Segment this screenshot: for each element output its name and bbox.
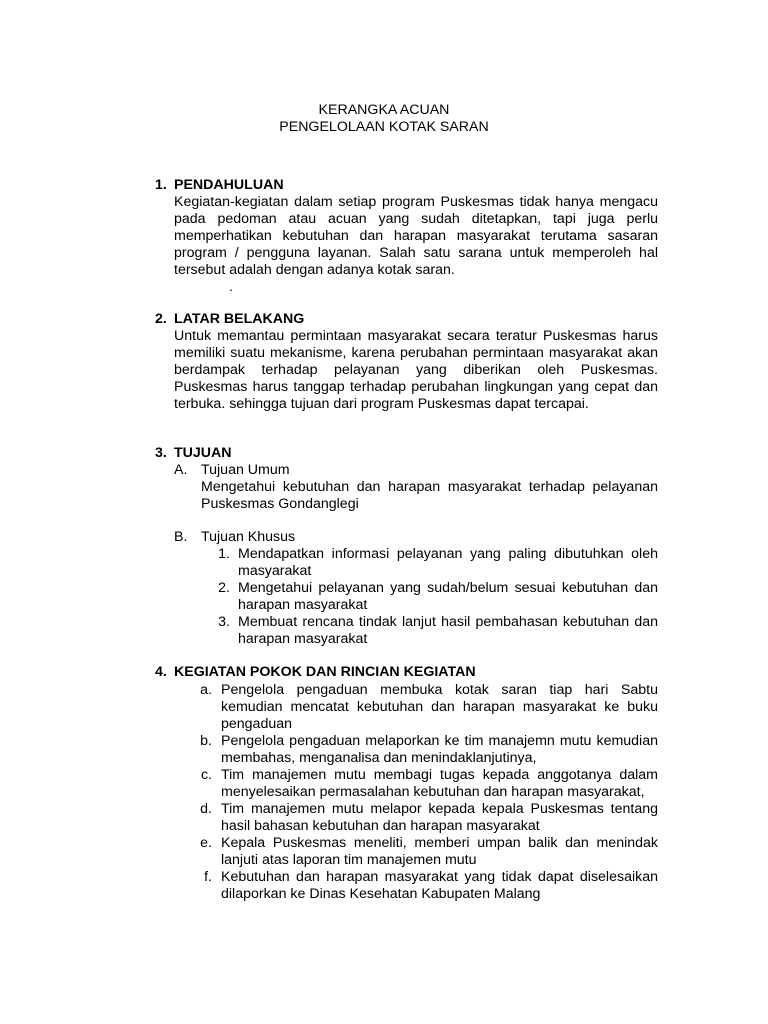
list-item-text: Pengelola pengaduan melaporkan ke tim manajemn mutu kemudian membahas, menganalisa dan menindaklanjutinya, [221, 733, 658, 766]
section-number: 3. [155, 445, 167, 461]
doc-title-line-2: PENGELOLAAN KOTAK SARAN [279, 119, 489, 135]
section-heading-3 [155, 445, 232, 462]
section-number: 1. [155, 177, 167, 193]
list-item [218, 580, 658, 614]
section-heading-1 [155, 177, 284, 194]
list-item-text: Tim manajemen mutu melapor kepada kepala Puskesmas tentang hasil bahasan kebutuhan dan harapan masyarakat [221, 801, 658, 834]
list-item [200, 767, 658, 801]
section-number: 4. [155, 664, 167, 680]
activities-list [200, 682, 658, 903]
list-marker: 1. [218, 546, 230, 562]
list-marker: 2. [218, 580, 230, 596]
list-marker: d. [200, 801, 212, 817]
objectives-list [218, 546, 658, 648]
subsection-a [174, 462, 290, 479]
list-marker: a. [200, 682, 212, 698]
section-title: PENDAHULUAN [174, 177, 284, 193]
list-item-text: Tim manajemen mutu membagi tugas kepada anggotanya dalam menyelesaikan permasalahan kebutuhan dan harapan masyarakat, [221, 767, 658, 800]
list-item [200, 682, 658, 733]
section-title: TUJUAN [174, 445, 232, 461]
subsection-a-body: Mengetahui kebutuhan dan harapan masyarakat terhadap pelayanan Puskesmas Gondanglegi [201, 479, 658, 512]
subsection-title: Tujuan Umum [201, 462, 290, 478]
section-body-2: Untuk memantau permintaan masyarakat secara teratur Puskesmas harus memiliki suatu mekanisme, karena perubahan permintaan masyarakat akan berdampak terhadap pelayanan yang diberikan oleh Puskesmas. Puskesmas harus tanggap terhadap perubahan lingkungan yang cepat dan terbuka. sehingga tujuan dari program Puskesmas dapat tercapai. [174, 328, 658, 412]
section-number: 2. [155, 311, 167, 327]
section-heading-4 [155, 664, 476, 681]
list-item [204, 869, 658, 903]
list-marker: 3. [218, 614, 230, 630]
section-title: KEGIATAN POKOK DAN RINCIAN KEGIATAN [174, 664, 476, 680]
list-item [200, 801, 658, 835]
list-item-text: Kebutuhan dan harapan masyarakat yang tidak dapat diselesaikan dilaporkan ke Dinas Kesehatan Kabupaten Malang [221, 869, 658, 902]
section-title: LATAR BELAKANG [174, 311, 305, 327]
subsection-title: Tujuan Khusus [201, 529, 296, 545]
list-item [218, 614, 658, 648]
list-item [200, 733, 658, 767]
list-item-text: Pengelola pengaduan membuka kotak saran tiap hari Sabtu kemudian mencatat kebutuhan dan harapan masyarakat ke buku pengaduan [221, 682, 658, 732]
list-item-text: Mengetahui pelayanan yang sudah/belum sesuai kebutuhan dan harapan masyarakat [238, 580, 658, 613]
list-marker: f. [204, 869, 212, 885]
list-item-text: Kepala Puskesmas meneliti, memberi umpan balik dan menindak lanjuti atas laporan tim manajemen mutu [221, 835, 658, 868]
list-item-text: Membuat rencana tindak lanjut hasil pembahasan kebutuhan dan harapan masyarakat [238, 614, 658, 647]
subsection-b [174, 529, 295, 546]
list-item [218, 546, 658, 580]
section-heading-2 [155, 311, 304, 328]
subsection-letter: A. [174, 462, 188, 478]
list-marker: c. [200, 767, 212, 783]
list-marker: e. [200, 835, 212, 851]
list-item-text: Mendapatkan informasi pelayanan yang paling dibutuhkan oleh masyarakat [238, 546, 658, 579]
doc-title-line-1: KERANGKA ACUAN [318, 102, 450, 118]
stray-period: . [229, 279, 233, 295]
list-item [200, 835, 658, 869]
section-body-1: Kegiatan-kegiatan dalam setiap program Puskesmas tidak hanya mengacu pada pedoman atau acuan yang sudah ditetapkan, tapi juga perlu memperhatikan kebutuhan dan harapan masyarakat terutama sasaran program / pengguna layanan. Salah satu sarana untuk memperoleh hal tersebut adalah dengan adanya kotak saran. [174, 194, 658, 278]
list-marker: b. [200, 733, 212, 749]
subsection-letter: B. [174, 529, 188, 545]
